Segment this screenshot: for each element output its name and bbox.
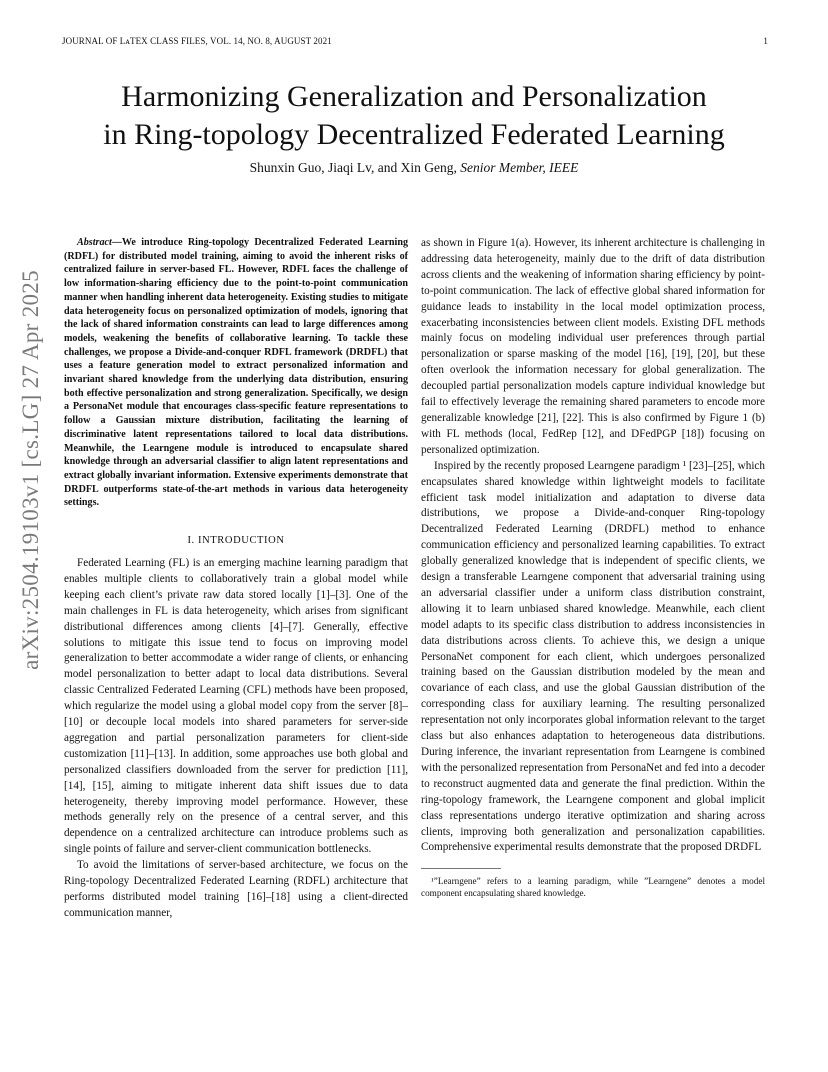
footnote: ¹”Learngene” refers to a learning paradigm, while ”Learngene” denotes a model component encapsulating shared knowledge. — [421, 876, 765, 899]
body-paragraph: Inspired by the recently proposed Learngene paradigm ¹ [23]–[25], which encapsulates shared knowledge within lightweight models to facilitate efficient task model initialization and adaptation to diverse data distributions, we propose a Divide-and-conquer Ring-topology Decentralized Federated Learning (DRDFL) method to enhance communication efficiency and personalized learning capabilities. To extract globally generalized knowledge that is independent of specific clients, we design a transferable Learngene component that adversarial training using an adversarial classifier under a uniform class distribution constraint, allowing it to learn unbiased shared knowledge. Meanwhile, each client model adapts to its specific class distribution to address inconsistencies in data distributions across clients. To achieve this, we design a unique PersonaNet component for each client, which undergoes personalized training based on the Gaussian distribution modeled by the mean and covariance of each class, and use the global Gaussian distribution of the corresponding class for auxiliary learning. The resulting personalized representation not only incorporates global information relevant to the target class but also enhances adaptation to heterogeneous data distributions. During inference, the invariant representation from Learngene is combined with the personalized representation from PersonaNet and fed into a decoder to reconstruct augmented data and generate the final prediction. Within the ring-topology framework, the Learngene component and global implicit class representations undergo iterative optimization and sharing across clients, improving both generalization and personalization capabilities. Comprehensive experimental results demonstrate that the proposed DRDFL — [421, 459, 765, 854]
author-line — [40, 160, 788, 176]
arxiv-identifier: arXiv:2504.19103v1 [cs.LG] 27 Apr 2025 — [18, 270, 43, 670]
abstract-label: Abstract — [77, 237, 112, 248]
footnote-divider — [421, 868, 501, 869]
section-heading-introduction: I. INTRODUCTION — [187, 535, 285, 547]
title-line-2: in Ring-topology Decentralized Federated Learning — [103, 118, 725, 151]
author-names: Shunxin Guo, Jiaqi Lv, and Xin Geng, — [249, 160, 461, 175]
left-column — [64, 236, 408, 922]
right-column — [421, 236, 765, 899]
arxiv-sidebar — [16, 270, 46, 670]
abstract-text: —We introduce Ring-topology Decentralized Federated Learning (RDFL) for distributed model training, aiming to avoid the inherent risks of centralized failure in server-based FL. However, RDFL faces the challenge of low information-sharing efficiency due to the point-to-point communication manner when handling inherent data heterogeneity. Existing studies to mitigate data heterogeneity focus on personalized optimization of models, ignoring that the lack of shared information constraints can lead to large differences among models, weakening the benefits of collaborative learning. To tackle these challenges, we propose a Divide-and-conquer RDFL framework (DRDFL) that uses a feature generation model to extract personalized information and invariant shared knowledge from the underlying data distribution, ensuring both effective personalization and strong generalization. Specifically, we design a PersonaNet module that encourages class-specific feature representations to follow a Gaussian mixture distribution, facilitating the learning of discriminative latent representations tailored to local data distributions. Meanwhile, the Learngene module is introduced to encapsulate shared knowledge through an adversarial classifier to align latent representations and extract globally invariant information. Extensive experiments demonstrate that DRDFL outperforms state-of-the-art methods in various data heterogeneity settings. — [64, 237, 408, 509]
abstract — [64, 236, 408, 510]
paper-title — [40, 78, 788, 154]
body-paragraph: To avoid the limitations of server-based architecture, we focus on the Ring-topology Decentralized Federated Learning (RDFL) architecture that performs distributed model training [16]–[18] using a client-directed communication manner, — [64, 859, 408, 919]
page-number: 1 — [763, 36, 768, 46]
author-membership: Senior Member, IEEE — [460, 160, 579, 175]
journal-name: JOURNAL OF LᴀTEX CLASS FILES, VOL. 14, NO. 8, AUGUST 2021 — [62, 36, 332, 46]
running-head — [62, 36, 768, 46]
title-line-1: Harmonizing Generalization and Personalization — [121, 80, 707, 113]
body-paragraph: as shown in Figure 1(a). However, its inherent architecture is challenging in addressing data heterogeneity, mainly due to the drift of data distribution across clients and the weakening of information sharing efficiency by point-to-point communication. The lack of effective global shared information for guidance leads to instability in the local model optimization process, exacerbating inconsistencies between client models. Existing DFL methods mainly focus on modeling individual user preferences through partial personalization or sparse masking of the model [16], [19], [20], but these often overlook the information necessary for global generalization. The decoupled partial personalization models capture individual knowledge but fail to effectively leverage the remaining shared parameters to encode more generalizable knowledge [21], [22]. This is also confirmed by Figure 1 (b) with FL methods (local, FedRep [12], and DFedPGP [18]) focusing on personalized optimization. — [421, 237, 765, 456]
body-paragraph: Federated Learning (FL) is an emerging machine learning paradigm that enables multiple clients to collaboratively train a global model while keeping each client’s private raw data stored locally [1]–[3]. One of the main challenges in FL is data heterogeneity, which arises from significant distributional differences among clients [4]–[7]. Generally, effective solutions to mitigate this issue tend to focus on improving model generalization to better accommodate a wider range of clients, or enhancing model personalization to better adapt to local data distributions. Several classic Centralized Federated Learning (CFL) methods have been proposed, which regularize the model using a global model copy from the server [8]–[10] or decouple local models into shared parameters for server-side aggregation and partial personalization parameters for client-side customization [11]–[13]. In addition, some approaches use both global and personalized classifiers downloaded from the server for prediction [11], [14], [15], aiming to mitigate inherent data shift issues due to data heterogeneity, thereby improving model performance. However, these methods generally rely on the presence of a central server, and this dependence on a centralized architecture can introduce problems such as single points of failure and server-client communication bottlenecks. — [64, 556, 408, 856]
